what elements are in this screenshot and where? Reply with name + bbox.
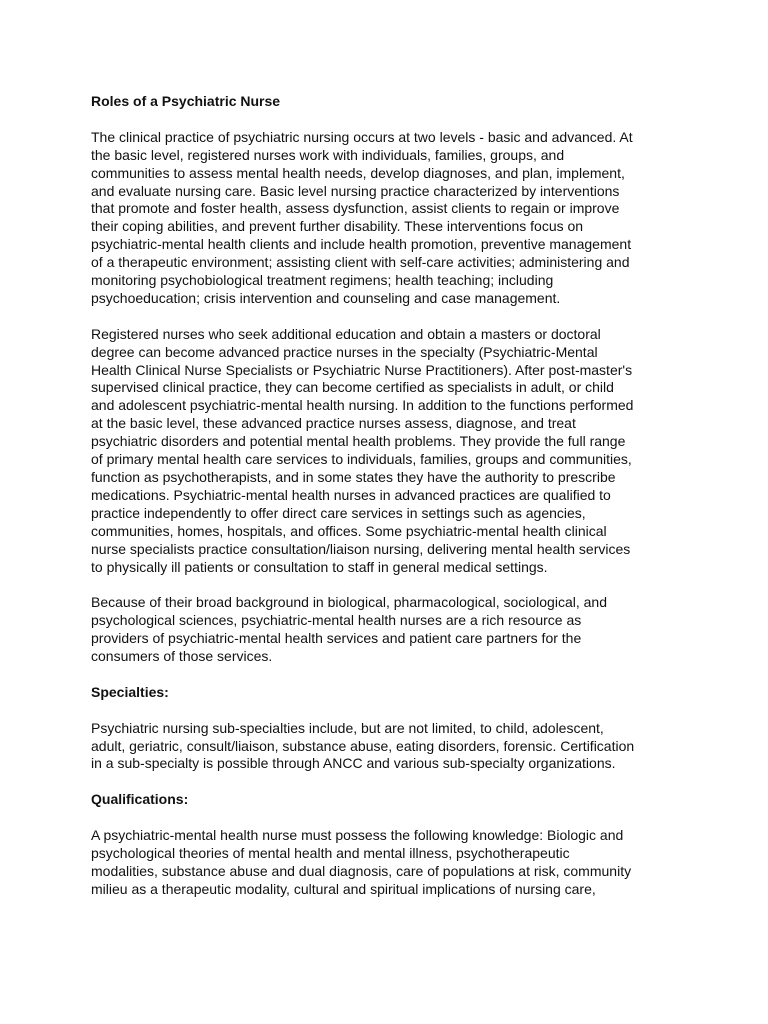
paragraph-advanced-practice <box>91 326 708 577</box>
document-title: Roles of a Psychiatric Nurse <box>91 93 281 109</box>
paragraph-qualifications <box>91 827 708 899</box>
spacer <box>91 666 708 684</box>
text-line: adult, geriatric, consult/liaison, substance abuse, eating disorders, forensic. Certification <box>91 737 635 754</box>
text-line: that promote and foster health, assess dysfunction, assist clients to regain or improve <box>91 200 620 217</box>
text-line: to physically ill patients or consultation to staff in general medical settings. <box>91 558 548 575</box>
paragraph-specialties <box>91 720 708 774</box>
spacer <box>91 111 708 129</box>
text-line: A psychiatric-mental health nurse must possess the following knowledge: Biologic and <box>91 827 624 844</box>
text-line: their coping abilities, and prevent further disability. These interventions focus on <box>91 218 584 235</box>
text-line: psychological theories of mental health and mental illness, psychotherapeutic <box>91 844 570 861</box>
text-line: Registered nurses who seek additional education and obtain a masters or doctoral <box>91 325 601 342</box>
text-line: in a sub-specialty is possible through ANCC and various sub-specialty organizations. <box>91 755 616 772</box>
text-line: communities, homes, hospitals, and offices. Some psychiatric-mental health clinical <box>91 522 607 539</box>
spacer <box>91 576 708 594</box>
text-line: Psychiatric nursing sub-specialties include, but are not limited, to child, adolescent, <box>91 719 604 736</box>
spacer <box>91 702 708 720</box>
text-line: and adolescent psychiatric-mental health nursing. In addition to the functions performed <box>91 397 634 414</box>
section-heading-specialties: Specialties: <box>91 683 169 700</box>
paragraph-background <box>91 594 708 666</box>
text-line: nurse specialists practice consultation/liaison nursing, delivering mental health services <box>91 540 631 557</box>
text-line: of a therapeutic environment; assisting client with self-care activities; administering and <box>91 254 630 271</box>
text-line: psychiatric-mental health clients and include health promotion, preventive management <box>91 236 632 253</box>
text-line: and evaluate nursing care. Basic level nursing practice characterized by interventions <box>91 182 620 199</box>
spacer <box>91 809 708 827</box>
text-line: psychoeducation; crisis intervention and counseling and case management. <box>91 289 561 306</box>
text-line: degree can become advanced practice nurses in the specialty (Psychiatric-Mental <box>91 343 598 360</box>
text-line: Health Clinical Nurse Specialists or Psychiatric Nurse Practitioners). After post-master's <box>91 361 633 378</box>
text-line: milieu as a therapeutic modality, cultural and spiritual implications of nursing care, <box>91 880 596 897</box>
text-line: the basic level, registered nurses work with individuals, families, groups, and <box>91 146 565 163</box>
text-line: monitoring psychobiological treatment regimens; health teaching; including <box>91 272 554 289</box>
text-line: function as psychotherapists, and in some states they have the authority to prescribe <box>91 469 616 485</box>
text-line: practice independently to offer direct care services in settings such as agencies, <box>91 504 586 521</box>
spacer <box>91 773 708 791</box>
text-line: psychiatric disorders and potential mental health problems. They provide the full range <box>91 433 626 450</box>
text-line: supervised clinical practice, they can become certified as specialists in adult, or child <box>91 379 614 396</box>
text-line: modalities, substance abuse and dual diagnosis, care of populations at risk, community <box>91 862 632 879</box>
text-line: medications. Psychiatric-mental health nurses in advanced practices are qualified to <box>91 486 611 503</box>
text-line: communities to assess mental health needs, develop diagnoses, and plan, implement, <box>91 164 625 181</box>
text-line: consumers of those services. <box>91 648 273 665</box>
spacer <box>91 308 708 326</box>
text-line: at the basic level, these advanced practice nurses assess, diagnose, and treat <box>91 415 576 432</box>
paragraph-basic-level <box>91 129 708 308</box>
section-heading-qualifications: Qualifications: <box>91 791 189 808</box>
text-line: The clinical practice of psychiatric nursing occurs at two levels - basic and advanced. At <box>91 128 633 145</box>
text-line: Because of their broad background in biological, pharmacological, sociological, and <box>91 594 607 611</box>
text-line: of primary mental health care services to individuals, families, groups and communities, <box>91 451 632 468</box>
text-line: psychological sciences, psychiatric-mental health nurses are a rich resource as <box>91 612 582 629</box>
text-line: providers of psychiatric-mental health services and patient care partners for the <box>91 630 582 647</box>
